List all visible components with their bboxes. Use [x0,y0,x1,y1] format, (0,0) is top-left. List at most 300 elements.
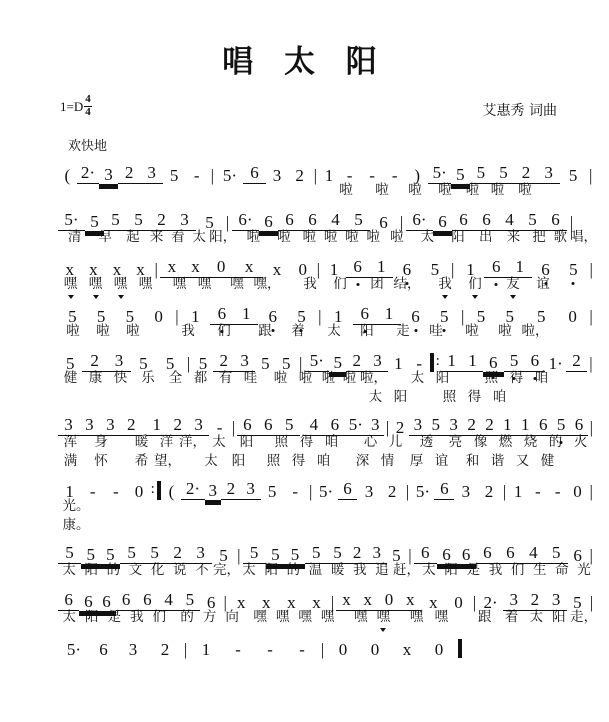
lyric-syllable: 谊 [536,276,550,292]
lyric-syllable: 我 [353,562,367,578]
note: 6 [484,258,508,278]
lyric-syllable: 啦 [465,182,480,198]
note: 5· [428,164,451,184]
lyric-syllable: 全 [168,370,183,386]
rhythm-x: x [336,591,357,611]
lyric-syllable: 都 [193,370,208,386]
barline [587,308,595,325]
lyric-syllable: 起 [126,229,140,245]
note: 6 [258,308,287,325]
note: 5 [96,307,106,326]
lyric-syllable: 赶， [392,562,420,578]
system-10 [0,632,609,658]
note: 5 [266,546,286,564]
lyric-syllable: 像 [473,434,488,450]
note: 6 [534,416,552,436]
lyric-syllable: 的 [286,562,301,578]
note: - [292,482,299,501]
note: 2 [213,352,234,372]
lyric-syllable: 团 [370,276,384,292]
lyric-syllable: 太 [420,229,435,245]
lyric-syllable: 望， [154,453,181,469]
lyric-syllable: 早 [98,229,112,245]
lyric-syllable: 快 [113,370,128,386]
note: 6· [232,211,259,231]
note: 5 [68,307,77,326]
lyric-syllable: 太 [62,562,76,578]
lyric-syllable: 哇 [243,370,258,386]
note: 3 [364,482,374,501]
note: 4 [158,591,179,611]
rhythm-x: x [287,593,296,612]
note: 3 [367,544,387,564]
barline [318,641,327,658]
note: 4 [522,544,545,564]
note-row [58,299,595,325]
note: 5 [179,591,200,611]
note: 6 [116,591,137,611]
lyric-syllable: 啦 [342,370,357,386]
note: 5 [165,354,175,373]
staff-area [0,158,609,658]
barline [587,355,595,372]
note: 2 [463,416,481,436]
lyric-syllable: 啦 [408,182,422,198]
note: 2 [395,418,405,437]
barline [311,167,320,184]
note: 5 [81,546,101,564]
lyric-syllable: 火 [573,434,588,450]
lyric-row [58,609,598,632]
note-row [58,410,595,436]
lyric-syllable: 的 [106,562,121,578]
note: - [89,482,96,501]
lyric-syllable: 啦 [273,370,288,386]
note: 6 [499,544,522,564]
lyric-syllable: 儿 [388,434,403,450]
note: 5 [205,213,214,232]
repeat-end-sign [151,481,162,500]
lyric-syllable: 照 [442,389,457,405]
note: 2 [524,591,545,611]
lyric-syllable: 阳 [264,562,278,578]
lyric-syllable: 照 [266,453,281,469]
note: 5· [58,211,85,231]
note: 3 [503,591,524,611]
note: 3 [128,640,138,659]
note: 6 [278,211,301,231]
lyric-syllable: 啦 [498,323,512,339]
lyric-syllable: 歌 [553,229,568,245]
barline [404,483,412,500]
note: 1 [513,482,523,501]
note: 5 [104,211,127,231]
note: 2· [483,593,498,612]
tempo-marking: 欢快地 [68,139,108,154]
lyric-syllable: 着 [504,609,519,625]
note: 6 [434,480,454,500]
lyric-syllable: 我 [430,278,460,292]
note: 1 [191,307,200,326]
note: 5 [329,354,346,372]
note: - [535,482,541,501]
rest: 0 [454,593,463,612]
lyric-syllable: 洋， [179,434,206,450]
rest: 0 [134,482,144,501]
note: - [235,640,241,659]
lyric-syllable: 唱， [569,229,597,245]
note-row [58,158,595,184]
note: 2 [484,482,494,501]
system-9 [0,585,609,632]
page-title: 唱 太 阳 [222,44,387,80]
barline [586,167,595,184]
lyric-syllable: 嘿， [253,276,281,292]
lyric-syllable: 光。 [62,498,90,514]
lyric-syllable: 燃 [498,434,513,450]
note: 5 [521,211,544,231]
lyric-syllable: 是 [466,562,481,578]
note: 2 [121,416,142,436]
note: 6 [476,544,499,564]
note: 5 [139,354,148,373]
note: 5 [305,544,328,564]
system-6 [0,410,609,474]
time-signature-denominator: 4 [85,105,91,118]
lyric-syllable: 文 [128,562,143,578]
lyric-syllable: 乐 [141,370,155,386]
note: 5 [127,211,150,231]
lyric-syllable: 咱 [534,370,549,386]
lyric-syllable: 啦 [126,323,140,339]
rhythm-x: x [272,260,282,279]
lyric-syllable: 我 [303,276,317,292]
lyric-syllable: 阳 [451,229,465,245]
note: 4 [324,211,347,231]
lyric-syllable: 谐 [490,453,505,469]
rhythm-x: x [429,593,438,612]
lyric-syllable: 得 [291,453,306,469]
note: 5 [281,354,291,373]
lyric-syllable: 看 [171,229,185,245]
note: 3 [100,416,121,436]
note: 6 [544,211,567,231]
lyric-syllable: 康。 [62,517,90,533]
lyric-syllable: 跟 [477,609,492,625]
lyric-syllable: 我 [181,323,195,339]
note: 5 [279,416,300,436]
note: 5 [430,260,440,279]
barline [587,483,595,500]
rest: 0 [338,640,348,659]
lyric-syllable: 啦， [521,323,549,339]
note: 6 [483,354,504,372]
lyric-syllable: 啦 [246,229,261,245]
note: 5 [568,166,578,185]
barline [307,483,315,500]
note: 6 [79,593,97,611]
note: 6 [393,261,421,278]
key-signature-label: 1=D [60,99,84,114]
lyric-syllable: 阳 [435,370,450,386]
lyric-syllable: 们 [510,562,525,578]
lyric-syllable: 暖 [134,434,149,450]
lyric-syllable: 咱 [316,453,331,469]
lyric-syllable: 嘿 [354,609,368,625]
note: 5 [427,416,445,436]
note: 5 [58,544,81,564]
lyric-syllable: 太 [242,562,256,578]
barline [173,308,181,325]
note: 5 [243,544,266,564]
note: 5 [505,307,515,326]
note: 6· [406,211,433,231]
lyric-syllable: 啦 [375,182,389,198]
note: 5 [261,354,270,373]
lyric-syllable: 啦 [518,182,532,198]
note: 6 [58,591,79,611]
lyric-syllable: 啦 [96,323,110,339]
lyric-syllable: 啦 [345,229,359,245]
lyric-syllable: 厚 [409,453,424,469]
lyric-row [58,325,595,346]
note: 5 [392,546,401,565]
rhythm-x: x [89,260,98,279]
note: 3 [537,164,560,184]
note: 3 [189,544,212,564]
note: 6 [210,305,234,325]
note: - [267,640,273,659]
system-3 [0,252,609,299]
lyric-syllable: 啦 [390,229,404,245]
note: 3 [234,352,255,372]
lyric-row-verse-1 [58,372,595,391]
lyric-syllable: 阳 [85,609,99,625]
note: 5 [125,307,135,326]
lyric-syllable: 浑 [63,434,78,450]
lyric-syllable: 照 [484,370,499,386]
rhythm-x: x [400,591,421,611]
rhythm-x: x [65,260,75,279]
lyric-syllable: 有 [218,370,233,386]
lyric-syllable: 得 [509,370,524,386]
lyric-syllable: 身 [94,434,108,450]
lyric-syllable: 啦 [323,229,338,245]
note: 1 [324,166,334,185]
lyric-syllable: 情 [380,453,395,469]
note: - [113,482,119,501]
lyric-syllable: 们 [152,609,166,625]
lyric-syllable: 烧 [523,434,538,450]
lyric-syllable: 完， [212,562,240,578]
note: 6 [532,261,560,278]
lyric-syllable: 太 [62,609,76,625]
note: 1 [441,352,462,372]
lyric-row-verse-1 [58,500,595,519]
note: 1 [234,305,258,325]
barline [501,483,509,500]
note: 1 [498,416,516,436]
note: - [554,482,561,501]
paren-open: ( [168,482,175,501]
lyric-syllable: 嘿 [172,276,187,292]
paren-close: ) [414,166,421,185]
note: 2 [166,544,189,564]
note: - [369,166,375,185]
note: 5 [451,166,470,184]
lyric-syllable: 心 [363,434,378,450]
note: 3 [188,416,209,436]
lyric-row-verse-2 [58,391,595,410]
lyric-syllable: 阳 [84,562,98,578]
lyric-syllable: 温 [308,562,323,578]
lyric-syllable: 们 [460,278,490,292]
note: 5 [219,546,228,565]
note: 5 [559,261,587,278]
lyric-syllable: 阳， [209,229,237,245]
note: 6 [433,213,452,231]
note: 5· [305,352,329,372]
lyric-syllable: 深 [355,453,370,469]
rest: 0 [370,640,380,659]
lyric-syllable: 走 [396,323,410,339]
note: 1 [466,260,475,279]
note: 6 [414,544,437,564]
lyric-syllable: 友 [498,278,528,292]
lyric-syllable: 的 [180,609,194,625]
lyric-syllable: 太 [327,323,341,339]
note-row [58,252,595,278]
note-row [58,585,595,611]
lyric-syllable: 阳 [360,323,374,339]
rhythm-x: x [184,258,208,278]
lyric-syllable: 洋 [159,434,174,450]
lyric-syllable: 嘿 [434,609,449,625]
barline [316,308,324,325]
lyric-row [58,278,595,299]
note: 6 [137,591,158,611]
lyric-syllable: 嘿 [320,609,335,625]
note: 6 [353,305,377,325]
lyric-syllable: 们 [333,276,347,292]
note: 6 [99,640,108,659]
note: - [346,166,353,185]
note: 5 [328,544,348,564]
note: 2 [387,482,397,501]
note: 3 [79,416,100,436]
lyric-syllable: 啦， [360,370,387,386]
note: 3 [366,416,384,436]
lyric-syllable: 透 [419,434,434,450]
note: 2 [481,416,499,436]
rest: 0 [568,307,577,326]
lyric-syllable: 我 [488,562,503,578]
lyric-syllable: 康 [88,370,103,386]
lyric-syllable: 希 [134,453,149,469]
lyric-syllable: 啦 [438,182,452,198]
rest: 0 [298,260,307,279]
note: 2 [346,352,367,372]
barline [230,419,237,436]
note: 6 [524,352,545,372]
rhythm-x: x [402,640,412,659]
lyric-syllable: 跟 [258,323,272,339]
rhythm-x: x [312,593,321,612]
lyric-syllable: 满 [63,453,78,469]
note: 6 [237,416,258,436]
lyric-syllable: 啦 [277,229,291,245]
rhythm-x: x [357,591,378,611]
lyric-syllable: 出 [478,229,493,245]
rhythm-x: x [112,260,122,279]
note: 5 [169,166,179,185]
note: 2 [150,211,173,231]
lyric-syllable: 得 [467,389,482,405]
note-row [58,474,595,500]
barline [181,641,190,658]
note: 6 [452,211,475,231]
lyric-syllable: 嘿 [372,611,395,625]
note: 1 [201,640,211,659]
note: 5· [222,166,238,185]
lyric-row-verse-2 [58,455,595,474]
lyric-syllable: 太 [529,609,544,625]
note: 6 [437,546,457,564]
note-row [58,205,595,231]
lyric-syllable: 嘿 [83,278,108,292]
note: 1 [146,416,167,436]
note-row [58,632,595,658]
note: 5· [66,640,82,659]
barline [185,355,193,372]
note: 1 [462,352,483,372]
lyric-syllable: 啦 [465,323,479,339]
lyric-syllable: 太 [410,370,425,386]
note: 5 [573,593,582,612]
note: 2 [295,166,304,185]
note: 5 [285,546,305,564]
note: 6 [456,546,476,564]
lyric-syllable: 阳 [444,562,458,578]
note: 1 [333,307,343,326]
note: 5 [85,213,104,231]
note: - [299,640,305,659]
note: 3 [205,482,221,500]
lyric-syllable: 我 [130,609,144,625]
note: 4 [303,416,324,436]
note: 3 [546,591,567,611]
barline [152,261,160,278]
lyric-syllable: 嘿 [298,609,312,625]
rhythm-x: x [160,258,184,278]
lyric-syllable: 化 [150,562,165,578]
note: - [391,166,398,185]
final-barline [455,639,465,658]
lyric-syllable: 们 [217,323,231,339]
note: 5 [143,544,166,564]
note: 3 [409,416,427,436]
note: 3 [140,164,163,184]
lyric-syllable: 哇 [429,323,443,339]
rest: 0 [154,307,163,326]
lyric-syllable: 谊 [434,453,449,469]
lyric-syllable: 亮 [448,434,463,450]
lyric-syllable: 是 [107,609,121,625]
time-signature-numerator: 4 [85,93,91,105]
note: 3 [367,352,388,372]
note: 5 [545,544,568,564]
note: 1 [329,260,339,279]
